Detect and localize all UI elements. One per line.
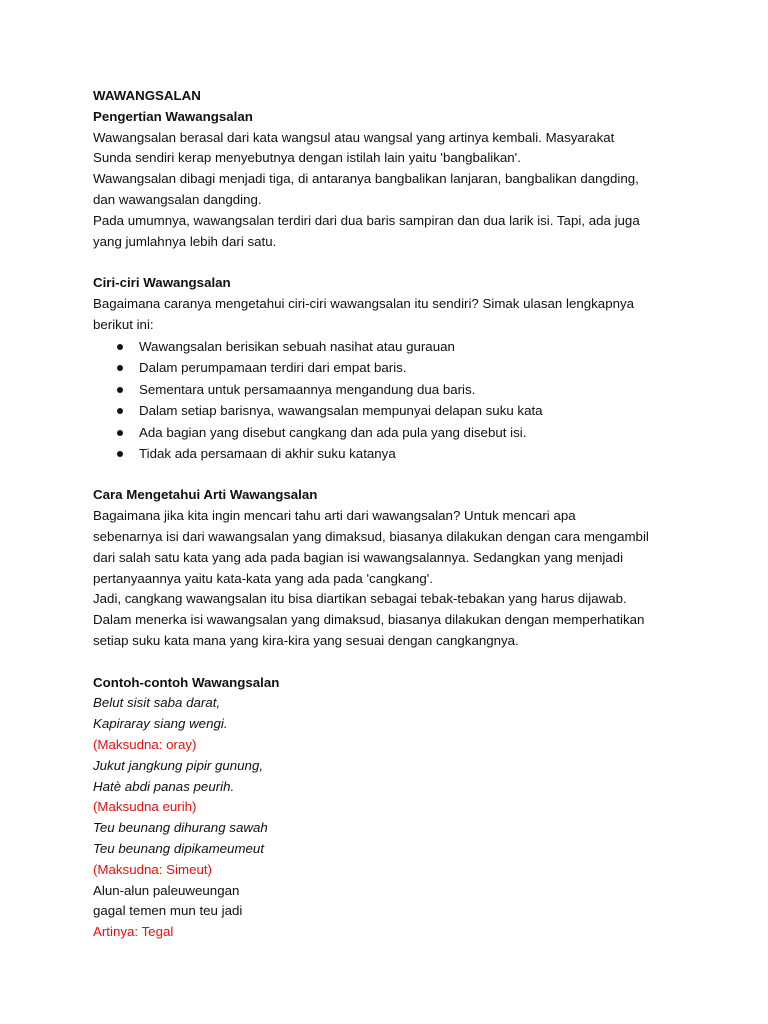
example-verse-line: Kapiraray siang wengi. (93, 716, 228, 732)
bullet-icon (117, 365, 123, 371)
paragraph-line: Pada umumnya, wawangsalan terdiri dari dua baris sampiran dan dua larik isi. Tapi, ada juga (93, 212, 640, 228)
example-verse-line: Belut sisit saba darat, (93, 695, 221, 711)
paragraph-line: Bagaimana caranya mengetahui ciri-ciri wawangsalan itu sendiri? Simak ulasan lengkapnya (93, 295, 635, 311)
example-verse-line: Teu beunang dihurang sawah (93, 820, 268, 836)
list-item-text: Dalam perumpamaan terdiri dari empat baris. (139, 360, 407, 376)
paragraph-line: sebenarnya isi dari wawangsalan yang dimaksud, biasanya dilakukan dengan cara mengambil (93, 528, 649, 544)
paragraph-line: berikut ini: (93, 316, 154, 332)
paragraph-line: Bagaimana jika kita ingin mencari tahu arti dari wawangsalan? Untuk mencari apa (93, 508, 576, 524)
blank-line (93, 252, 708, 273)
paragraph-line: pertanyaannya yaitu kata-kata yang ada pada 'cangkang'. (93, 570, 433, 586)
bullet-icon (117, 408, 123, 414)
paragraph-line: Dalam menerka isi wawangsalan yang dimaksud, biasanya dilakukan dengan memperhatikan (93, 612, 645, 628)
list-item-text: Ada bagian yang disebut cangkang dan ada pula yang disebut isi. (139, 424, 527, 440)
paragraph-line: dari salah satu kata yang ada pada bagian isi wawangsalannya. Sedangkan yang menjadi (93, 549, 624, 565)
example-verse-line: Jukut jangkung pipir gunung, (93, 757, 264, 773)
example-answer: (Maksudna: oray) (93, 736, 197, 752)
example-answer: (Maksudna eurih) (93, 799, 197, 815)
bullet-icon (117, 430, 123, 436)
paragraph-line: Wawangsalan dibagi menjadi tiga, di antaranya bangbalikan lanjaran, bangbalikan dangding, (93, 171, 639, 187)
list-item (93, 357, 708, 379)
characteristics-list (93, 336, 708, 465)
section-heading-pengertian: Pengertian Wawangsalan (93, 108, 253, 124)
list-item (93, 443, 708, 465)
document-title: WAWANGSALAN (93, 88, 201, 103)
bullet-icon (117, 451, 123, 457)
example-verse-line: gagal temen mun teu jadi (93, 903, 243, 919)
bullet-icon (117, 387, 123, 393)
example-answer: (Maksudna: Simeut) (93, 861, 212, 877)
list-item (93, 422, 708, 444)
list-item (93, 379, 708, 401)
paragraph-line: dan wawangsalan dangding. (93, 191, 262, 207)
paragraph-line: setiap suku kata mana yang kira-kira yang sesuai dengan cangkangnya. (93, 632, 519, 648)
list-item (93, 336, 708, 358)
example-verse-line: Teu beunang dipikameumeut (93, 840, 265, 856)
section-heading-cara-mengetahui: Cara Mengetahui Arti Wawangsalan (93, 487, 318, 503)
example-answer: Artinya: Tegal (93, 924, 174, 940)
list-item-text: Tidak ada persamaan di akhir suku katanya (139, 446, 396, 462)
example-verse-line: Hatè abdi panas peurih. (93, 778, 235, 794)
paragraph-line: Jadi, cangkang wawangsalan itu bisa diartikan sebagai tebak-tebakan yang harus dijawab. (93, 591, 627, 607)
bullet-icon (117, 344, 123, 350)
paragraph-line: Wawangsalan berasal dari kata wangsul atau wangsal yang artinya kembali. Masyarakat (93, 129, 615, 145)
list-item-text: Dalam setiap barisnya, wawangsalan mempunyai delapan suku kata (139, 403, 543, 419)
list-item-text: Wawangsalan berisikan sebuah nasihat atau gurauan (139, 338, 455, 354)
section-heading-ciri-ciri: Ciri-ciri Wawangsalan (93, 275, 231, 291)
blank-line (93, 465, 708, 486)
list-item (93, 400, 708, 422)
paragraph-line: yang jumlahnya lebih dari satu. (93, 233, 277, 249)
blank-line (93, 652, 708, 673)
example-verse-line: Alun-alun paleuweungan (93, 882, 240, 898)
list-item-text: Sementara untuk persamaannya mengandung dua baris. (139, 381, 476, 397)
section-heading-contoh: Contoh-contoh Wawangsalan (93, 674, 280, 690)
paragraph-line: Sunda sendiri kerap menyebutnya dengan istilah lain yaitu 'bangbalikan'. (93, 150, 521, 166)
